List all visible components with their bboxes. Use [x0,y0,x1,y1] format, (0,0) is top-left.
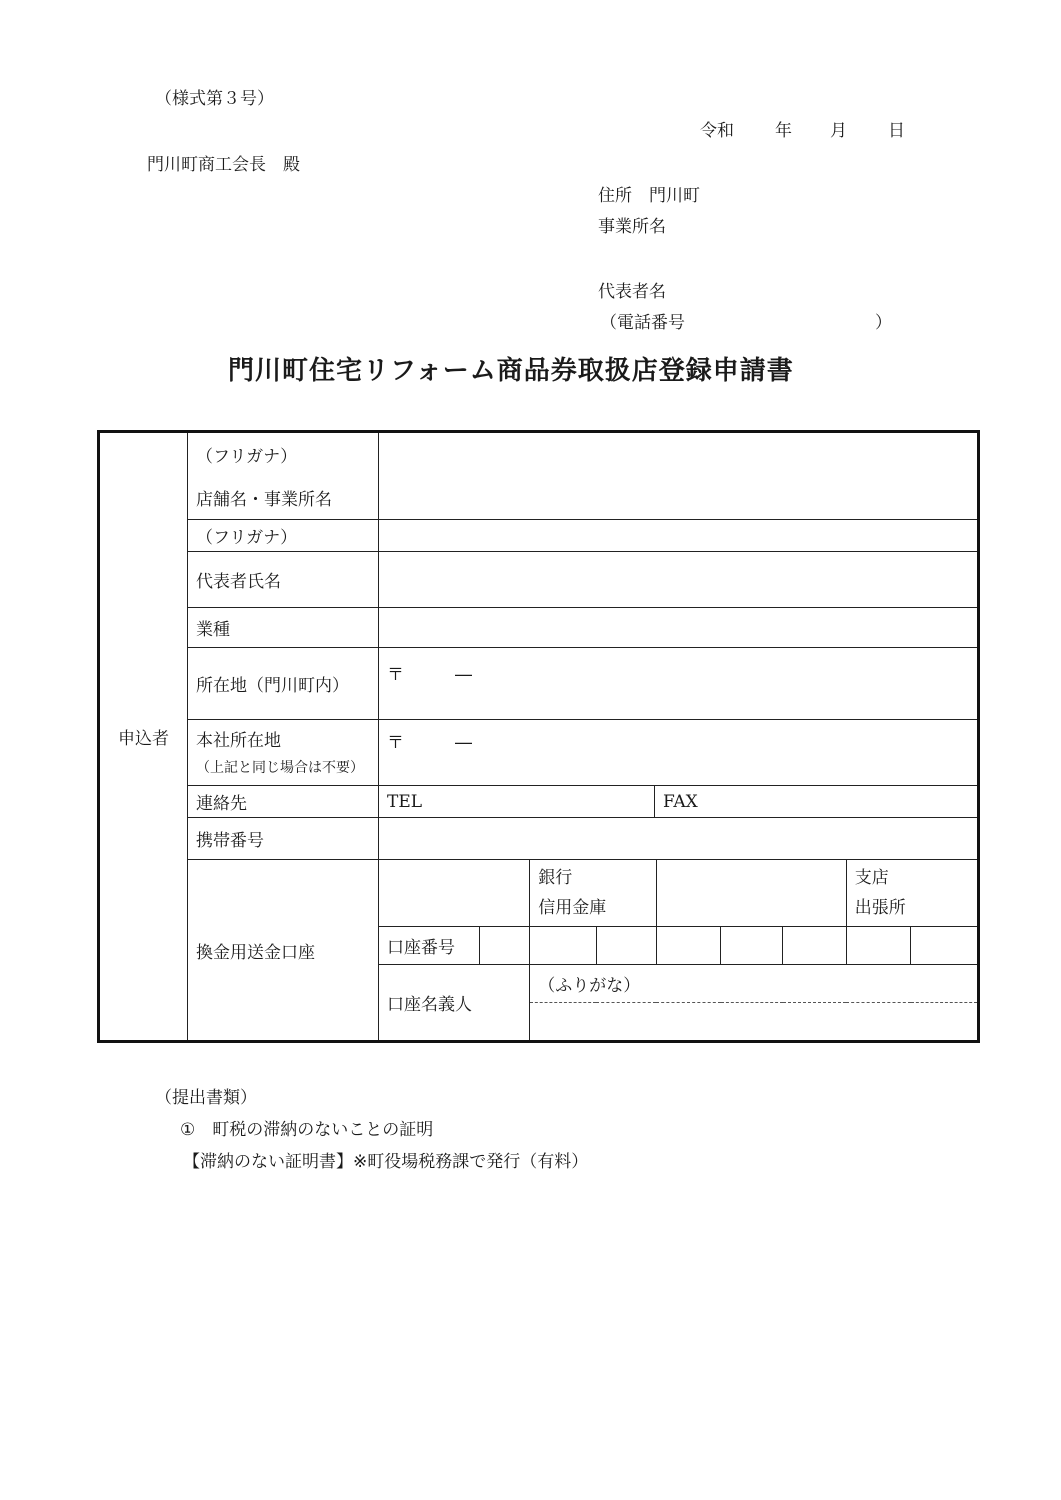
account-digit-7[interactable] [846,926,910,964]
form-number: （様式第３号） [155,89,274,109]
applicant-side-label: 申込者 [99,432,188,1042]
documents-item-1-note: 【滞納のない証明書】※町役場税務課で発行（有料） [183,1152,589,1172]
account-number-label: 口座番号 [379,926,479,964]
furigana-label-3: （ふりがな） [538,975,641,996]
industry-field[interactable] [379,608,979,648]
addressee: 門川町商工会長 殿 [147,155,300,175]
hq-location-field[interactable] [379,720,979,786]
fax-label: FAX [663,791,698,812]
location-field[interactable] [379,648,979,720]
location-label: 所在地（門川町内） [188,648,379,720]
bank-account-cell [379,860,979,1042]
account-holder-label: 口座名義人 [379,964,530,1040]
account-digit-1[interactable] [479,926,529,964]
date-day: 日 [888,121,905,141]
postal-mark-2: 〒 ― [387,733,472,753]
rep-name-field[interactable] [379,552,979,608]
tel-label: TEL [387,791,423,812]
hq-location-label: 本社所在地 [196,731,281,751]
account-holder-furigana-field[interactable] [530,964,977,1002]
bank-name-field[interactable] [379,860,530,926]
bank-label: 銀行 [538,867,573,888]
account-digit-3[interactable] [596,926,656,964]
sub-branch-label: 出張所 [854,897,906,918]
documents-heading: （提出書類） [155,1088,257,1108]
documents-item-1: ① 町税の滞納のないことの証明 [180,1120,434,1140]
store-name-field[interactable] [379,432,979,520]
furigana-label-2: （フリガナ） [188,520,379,552]
tel-field[interactable] [379,786,655,818]
account-digit-6[interactable] [783,926,846,964]
date-year: 年 [775,121,792,141]
credit-union-label: 信用金庫 [538,897,607,918]
rep-furigana-field[interactable] [379,520,979,552]
hq-location-cell [188,720,379,786]
date-era: 令和 [700,121,734,141]
applicant-office: 事業所名 [598,217,666,237]
store-name-label: 店舗名・事業所名 [188,476,379,520]
branch-name-field[interactable] [656,860,846,926]
mobile-label: 携帯番号 [188,818,379,860]
bank-account-table [379,860,977,1040]
application-form-table [97,430,980,1043]
applicant-representative: 代表者名 [598,282,666,302]
fax-field[interactable] [655,786,979,818]
branch-type-cell [846,860,977,926]
contact-label: 連絡先 [188,786,379,818]
furigana-label: （フリガナ） [188,432,379,476]
date-month: 月 [830,121,847,141]
industry-label: 業種 [188,608,379,648]
account-holder-field[interactable] [530,1002,977,1040]
postal-mark: 〒 ― [387,665,472,685]
rep-name-label: 代表者氏名 [188,552,379,608]
branch-label: 支店 [854,867,889,888]
bank-account-label: 換金用送金口座 [188,860,379,1042]
mobile-field[interactable] [379,818,979,860]
account-digit-4[interactable] [656,926,720,964]
page-title: 門川町住宅リフォーム商品券取扱店登録申請書 [228,356,794,386]
applicant-address: 住所 門川町 [598,186,700,206]
account-digit-2[interactable] [530,926,596,964]
account-digit-5[interactable] [721,926,783,964]
account-digit-8[interactable] [911,926,977,964]
bank-type-cell [530,860,657,926]
applicant-phone-close: ） [875,313,892,333]
applicant-phone: （電話番号 [600,313,685,333]
hq-location-note: （上記と同じ場合は不要） [196,760,364,776]
